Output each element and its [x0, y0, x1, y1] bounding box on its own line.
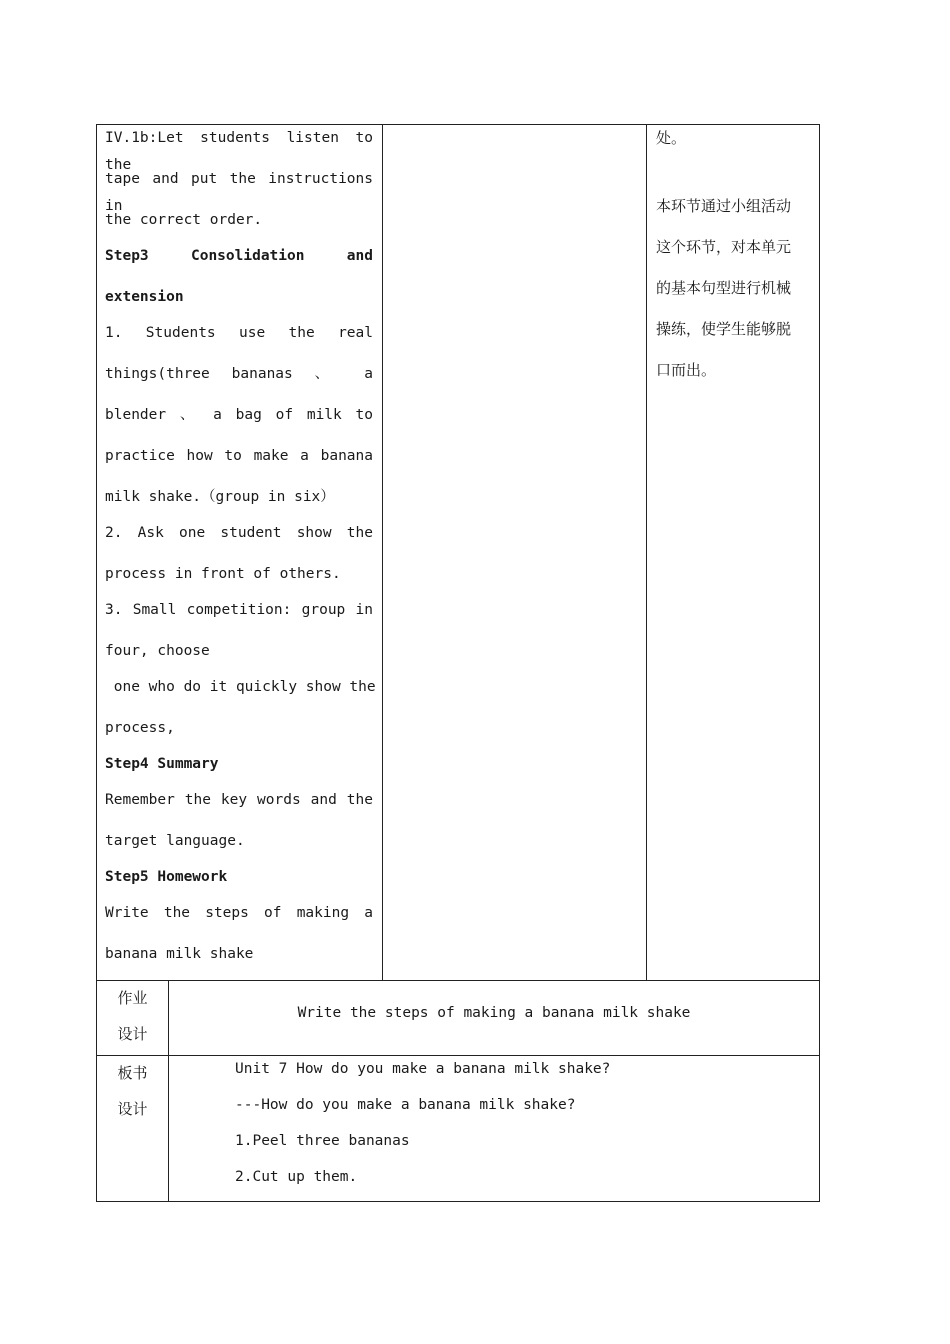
board-line: 2.Cut up them.	[235, 1169, 358, 1185]
column-divider	[646, 125, 647, 980]
note-line: 口而出。	[656, 361, 717, 379]
activity-line: IV.1b:Let students listen to the	[105, 130, 373, 173]
note-line: 的基本句型进行机械	[656, 279, 792, 297]
activity-line: process in front of others.	[105, 566, 341, 582]
activity-line: tape and put the instructions in	[105, 171, 373, 214]
activity-line: things(three bananas 、 a	[105, 366, 373, 382]
homework-design-row	[96, 980, 820, 1056]
activity-line: Write the steps of making a	[105, 905, 373, 921]
board-line: ---How do you make a banana milk shake?	[235, 1097, 576, 1113]
activity-line: banana milk shake	[105, 946, 254, 962]
label-line: 设计	[117, 1025, 148, 1043]
activity-line: 2. Ask one student show the	[105, 525, 373, 541]
teaching-procedure-table	[96, 124, 820, 981]
blackboard-design-row	[96, 1055, 820, 1202]
activity-line: one who do it quickly show the	[105, 679, 376, 695]
note-spacer	[656, 166, 811, 193]
note-line: 处。	[656, 129, 687, 147]
step3-heading-cont: extension	[105, 289, 184, 305]
step3-heading: Step3 Consolidation and	[105, 248, 373, 264]
board-line: 1.Peel three bananas	[235, 1133, 410, 1149]
blackboard-content	[235, 1056, 610, 1200]
activity-line: four, choose	[105, 643, 210, 659]
homework-label	[97, 985, 168, 1057]
design-notes-column	[656, 125, 811, 398]
activity-line: milk shake.（group in six）	[105, 489, 335, 505]
activity-line: blender 、 a bag of milk to	[105, 407, 373, 423]
row-divider	[168, 1056, 169, 1201]
note-line: 本环节通过小组活动	[656, 197, 792, 215]
note-line: 这个环节，对本单元	[656, 238, 792, 256]
activity-line: practice how to make a banana	[105, 448, 373, 464]
label-line: 板书	[117, 1064, 148, 1082]
note-line: 操练，使学生能够脱	[656, 320, 792, 338]
label-line: 设计	[117, 1100, 148, 1118]
activity-line: target language.	[105, 833, 245, 849]
activity-line: Remember the key words and the	[105, 792, 373, 808]
activity-line: 3. Small competition: group in	[105, 602, 373, 618]
activity-line: 1. Students use the real	[105, 325, 373, 341]
activity-line: process,	[105, 720, 175, 736]
homework-content: Write the steps of making a banana milk shake	[297, 1005, 691, 1021]
activity-line: the correct order.	[105, 212, 263, 228]
blackboard-label	[97, 1060, 168, 1132]
step5-heading: Step5 Homework	[105, 869, 228, 885]
label-line: 作业	[117, 989, 148, 1007]
activities-column	[105, 125, 376, 982]
column-divider	[382, 125, 383, 980]
board-line: Unit 7 How do you make a banana milk shake?	[235, 1061, 611, 1077]
step4-heading: Step4 Summary	[105, 756, 219, 772]
